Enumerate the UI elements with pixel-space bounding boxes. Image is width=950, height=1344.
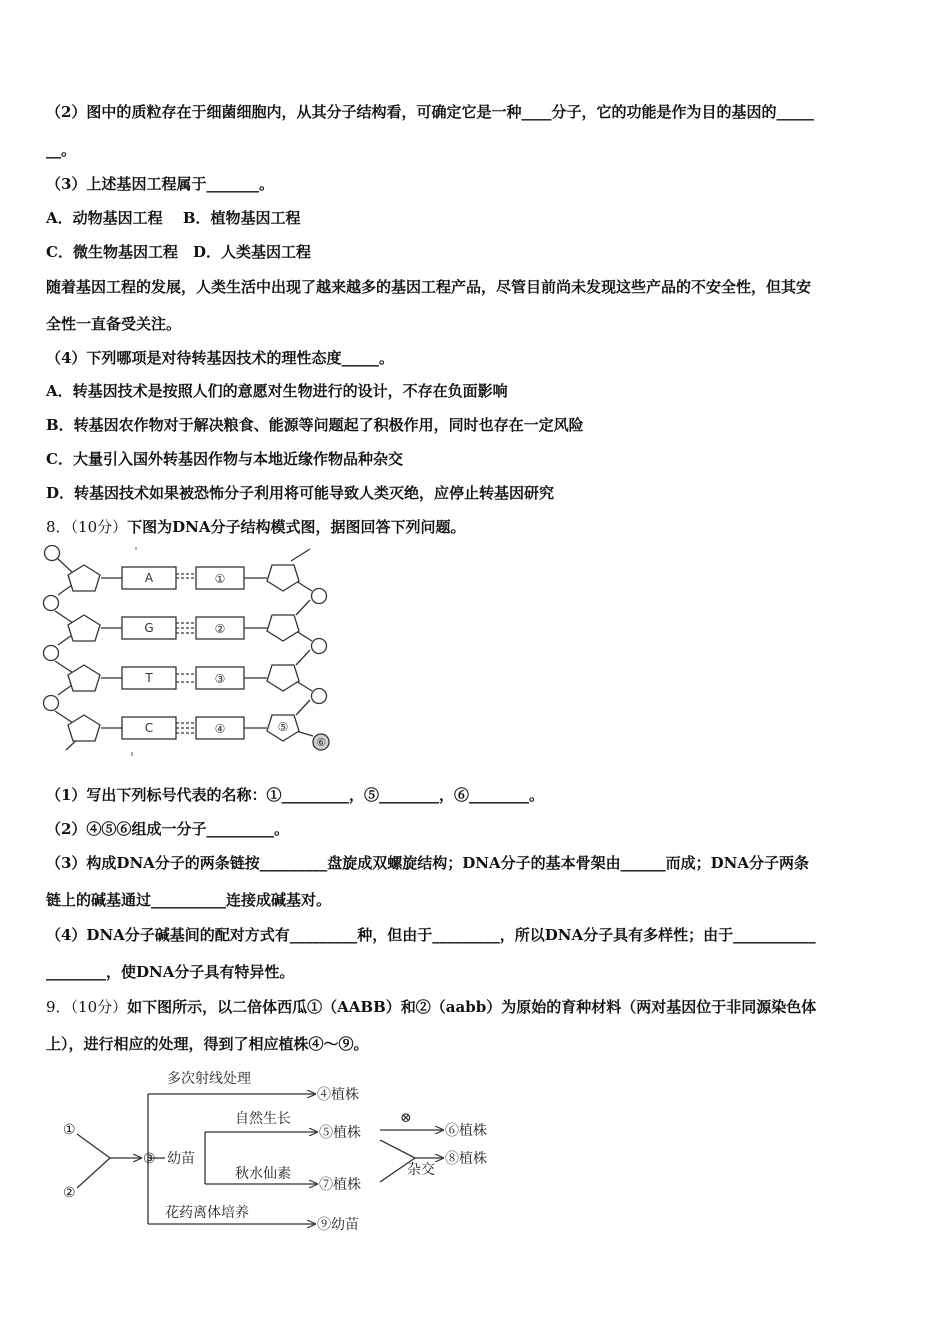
- q8-sub1: （1）写出下列标号代表的名称：①_________，⑤________，⑥________。: [46, 786, 544, 804]
- base-right-3: ③: [214, 672, 226, 686]
- q8-sub2: （2）④⑤⑥组成一分子_________。: [46, 820, 289, 838]
- colchicine-label: 秋水仙素: [235, 1166, 291, 1182]
- q7-sub3-options-cd: C．微生物基因工程 D．人类基因工程: [46, 243, 311, 261]
- q8-number: 8．（10分）: [46, 518, 128, 536]
- result-7: ⑦植株: [319, 1177, 361, 1193]
- q7-sub2-line2: __。: [46, 141, 77, 159]
- cross-label: 杂交: [407, 1162, 435, 1178]
- deoxyribose-right: [267, 615, 299, 641]
- q7-passage-line2: 全性一直备受关注。: [46, 315, 182, 333]
- selfing-symbol: ⊗: [400, 1110, 412, 1126]
- result-5: ⑤植株: [319, 1125, 361, 1141]
- breeding-flow-diagram: [55, 1062, 515, 1242]
- q7-sub4-option-d: D．转基因技术如果被恐怖分子利用将可能导致人类灭绝，应停止转基因研究: [46, 484, 555, 502]
- base-right-1: ①: [214, 572, 226, 586]
- q8-text: 下图为DNA分子结构模式图，据图回答下列问题。: [127, 518, 466, 536]
- q9-number: 9．（10分）: [46, 998, 128, 1016]
- result-4: ④植株: [317, 1087, 359, 1103]
- q8-sub3-line1: （3）构成DNA分子的两条链按_________盘旋成双螺旋结构；DNA分子的基本骨架由______而成；DNA分子两条: [46, 854, 810, 872]
- q7-sub2-line1: （2）图中的质粒存在于细菌细胞内，从其分子结构看，可确定它是一种____分子，它的功能是作为目的基因的_____: [46, 103, 814, 121]
- q7-passage-line1: 随着基因工程的发展，人类生活中出现了越来越多的基因工程产品，尽管目前尚未发现这些产品的不安全性，但其安: [46, 278, 812, 296]
- deoxyribose-left: [68, 615, 100, 641]
- result-8: ⑧植株: [445, 1151, 487, 1167]
- phosphate-right: [312, 639, 327, 654]
- natural-growth-label: 自然生长: [235, 1111, 291, 1127]
- parent-1: ①: [63, 1122, 76, 1138]
- base-left-3: T: [145, 671, 153, 685]
- sugar-label-5: ⑤: [277, 720, 289, 734]
- phosphate-right: [312, 589, 327, 604]
- q7-sub4-option-a: A．转基因技术是按照人们的意愿对生物进行的设计，不存在负面影响: [46, 382, 508, 400]
- q9-text: 如下图所示，以二倍体西瓜①（AABB）和②（aabb）为原始的育种材料（两对基因位于非同源染色体: [127, 998, 817, 1016]
- parent-2: ②: [63, 1185, 76, 1201]
- base-left-4: C: [144, 721, 154, 735]
- dna-structure-diagram: [40, 545, 340, 757]
- phosphate-left: [44, 646, 59, 661]
- result-9: ⑨幼苗: [317, 1217, 359, 1233]
- phosphate-label-6: ⑥: [316, 736, 326, 749]
- q7-sub4-option-b: B．转基因农作物对于解决粮食、能源等问题起了积极作用，同时也存在一定风险: [46, 416, 584, 434]
- deoxyribose-left: [68, 715, 100, 741]
- result-6: ⑥植株: [445, 1123, 487, 1139]
- base-left-2: G: [144, 621, 154, 635]
- q9-stem-line1: [46, 997, 906, 1017]
- q7-sub4-question: （4）下列哪项是对待转基因技术的理性态度_____。: [46, 349, 394, 367]
- deoxyribose-left: [68, 565, 100, 591]
- base-left-1: A: [144, 571, 154, 585]
- base-right-2: ②: [214, 622, 226, 636]
- phosphate-left: [44, 696, 59, 711]
- q9-stem-line2: 上），进行相应的处理，得到了相应植株④～⑨。: [46, 1035, 369, 1053]
- f1-3: ③: [143, 1151, 156, 1167]
- q8-stem: [46, 517, 906, 537]
- phosphate-left: [44, 596, 59, 611]
- anther-culture-label: 花药离体培养: [165, 1205, 249, 1221]
- phosphate-left: [45, 546, 60, 561]
- q7-sub3-options-ab: A．动物基因工程 B．植物基因工程: [46, 209, 301, 227]
- q8-sub4-line1: （4）DNA分子碱基间的配对方式有_________种，但由于_________，所以DNA分子具有多样性；由于___________: [46, 926, 816, 944]
- q8-sub4-line2: ________，使DNA分子具有特异性。: [46, 963, 295, 981]
- q7-sub4-option-c: C．大量引入国外转基因作物与本地近缘作物品种杂交: [46, 450, 403, 468]
- radiation-treatment-label: 多次射线处理: [167, 1071, 251, 1087]
- base-right-4: ④: [214, 722, 226, 736]
- deoxyribose-right: [267, 565, 299, 591]
- deoxyribose-left: [68, 665, 100, 691]
- q7-sub3-question: （3）上述基因工程属于_______。: [46, 175, 274, 193]
- deoxyribose-right: [267, 665, 299, 691]
- q8-sub3-line2: 链上的碱基通过__________连接成碱基对。: [46, 891, 332, 909]
- phosphate-right: [312, 689, 327, 704]
- seedling-label: 幼苗: [167, 1151, 195, 1167]
